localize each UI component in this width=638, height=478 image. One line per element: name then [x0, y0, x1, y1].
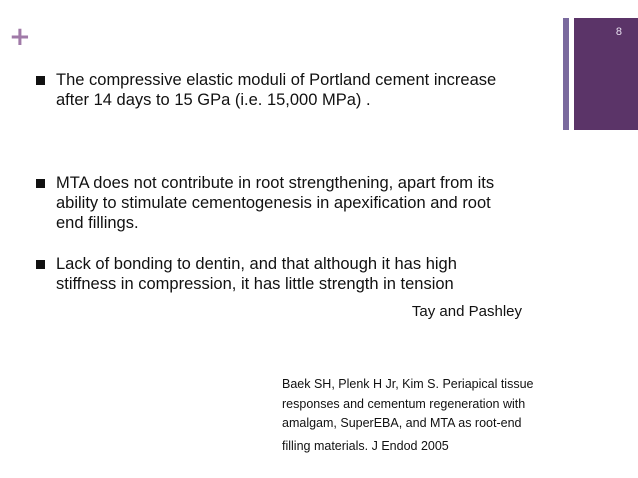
bullet-text [56, 70, 531, 110]
square-bullet-icon [36, 76, 45, 85]
reference-line: amalgam, SuperEBA, and MTA as root-end [282, 416, 522, 430]
bullet-line: after 14 days to 15 GPa (i.e. 15,000 MPa) . [56, 91, 371, 109]
plus-icon: + [9, 22, 31, 52]
bullet-line: Lack of bonding to dentin, and that although it has high [56, 255, 457, 273]
square-bullet-icon [36, 260, 45, 269]
bullet-item [36, 70, 531, 110]
bullet-line: The compressive elastic moduli of Portland cement increase [56, 71, 497, 89]
bullet-item [36, 173, 531, 233]
reference-citation [282, 375, 582, 456]
page-number: 8 [615, 26, 622, 38]
bullet-text [56, 173, 531, 233]
reference-line: Baek SH, Plenk H Jr, Kim S. Periapical tissue [282, 377, 534, 391]
bullet-line: stiffness in compression, it has little strength in tension [56, 275, 454, 293]
bullet-line: end fillings. [56, 214, 139, 232]
bullet-line: MTA does not contribute in root strengthening, apart from its [56, 174, 495, 192]
square-bullet-icon [36, 179, 45, 188]
reference-line: responses and cementum regeneration with [282, 396, 526, 411]
attribution: Tay and Pashley [411, 303, 522, 320]
reference-line: filling materials. J Endod 2005 [282, 438, 449, 453]
bullet-item [36, 254, 531, 294]
accent-bar-thin [563, 18, 569, 130]
bullet-line: ability to stimulate cementogenesis in apexification and root [56, 194, 491, 212]
bullet-text [56, 254, 531, 294]
